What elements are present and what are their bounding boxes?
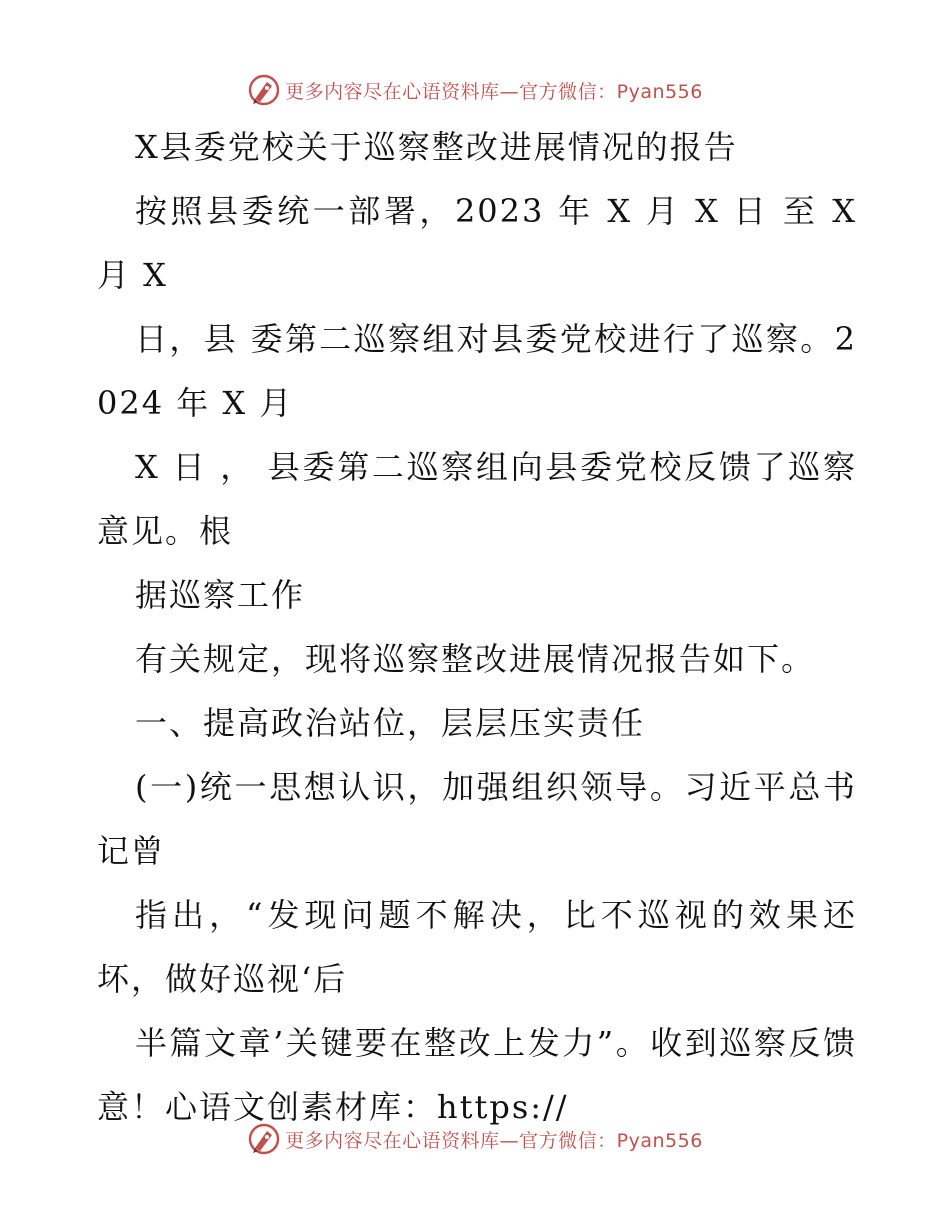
paragraph: 按照县委统一部署，2023 年 X 月 X 日 至 X 月 X bbox=[97, 192, 857, 294]
subsection-heading: (一)统一思想认识，加强组织领导。习近平总书记曾 bbox=[97, 768, 857, 870]
paragraph: X 日 ， 县委第二巡察组向县委党校反馈了巡察意见。根 bbox=[97, 448, 857, 550]
document-title: X县委党校关于巡察整改进展情况的报告 bbox=[135, 128, 738, 166]
paragraph: 指出，“发现问题不解决，比不巡视的效果还坏，做好巡视‘后 bbox=[97, 896, 857, 998]
watermark-group bbox=[247, 1122, 703, 1156]
watermark-text: 更多内容尽在心语资料库—官方微信：Pyan556 bbox=[285, 1129, 703, 1152]
document-body bbox=[97, 115, 857, 1139]
section-heading: 一、提高政治站位，层层压实责任 bbox=[135, 704, 646, 742]
watermark-text: 更多内容尽在心语资料库—官方微信：Pyan556 bbox=[285, 80, 703, 103]
paragraph: 半篇文章’关键要在整改上发力”。收到巡察反馈意！心语文创素材库：https:// bbox=[97, 1024, 857, 1126]
watermark-footer bbox=[0, 1119, 950, 1159]
pen-logo-icon bbox=[247, 73, 281, 107]
paragraph: 据巡察工作 bbox=[135, 576, 306, 614]
paragraph: 有关规定，现将巡察整改进展情况报告如下。 bbox=[135, 640, 816, 678]
watermark-group bbox=[247, 73, 703, 107]
pen-logo-icon bbox=[247, 1122, 281, 1156]
paragraph: 日，县 委第二巡察组对县委党校进行了巡察。2024 年 X 月 bbox=[97, 320, 857, 422]
watermark-header bbox=[0, 70, 950, 110]
